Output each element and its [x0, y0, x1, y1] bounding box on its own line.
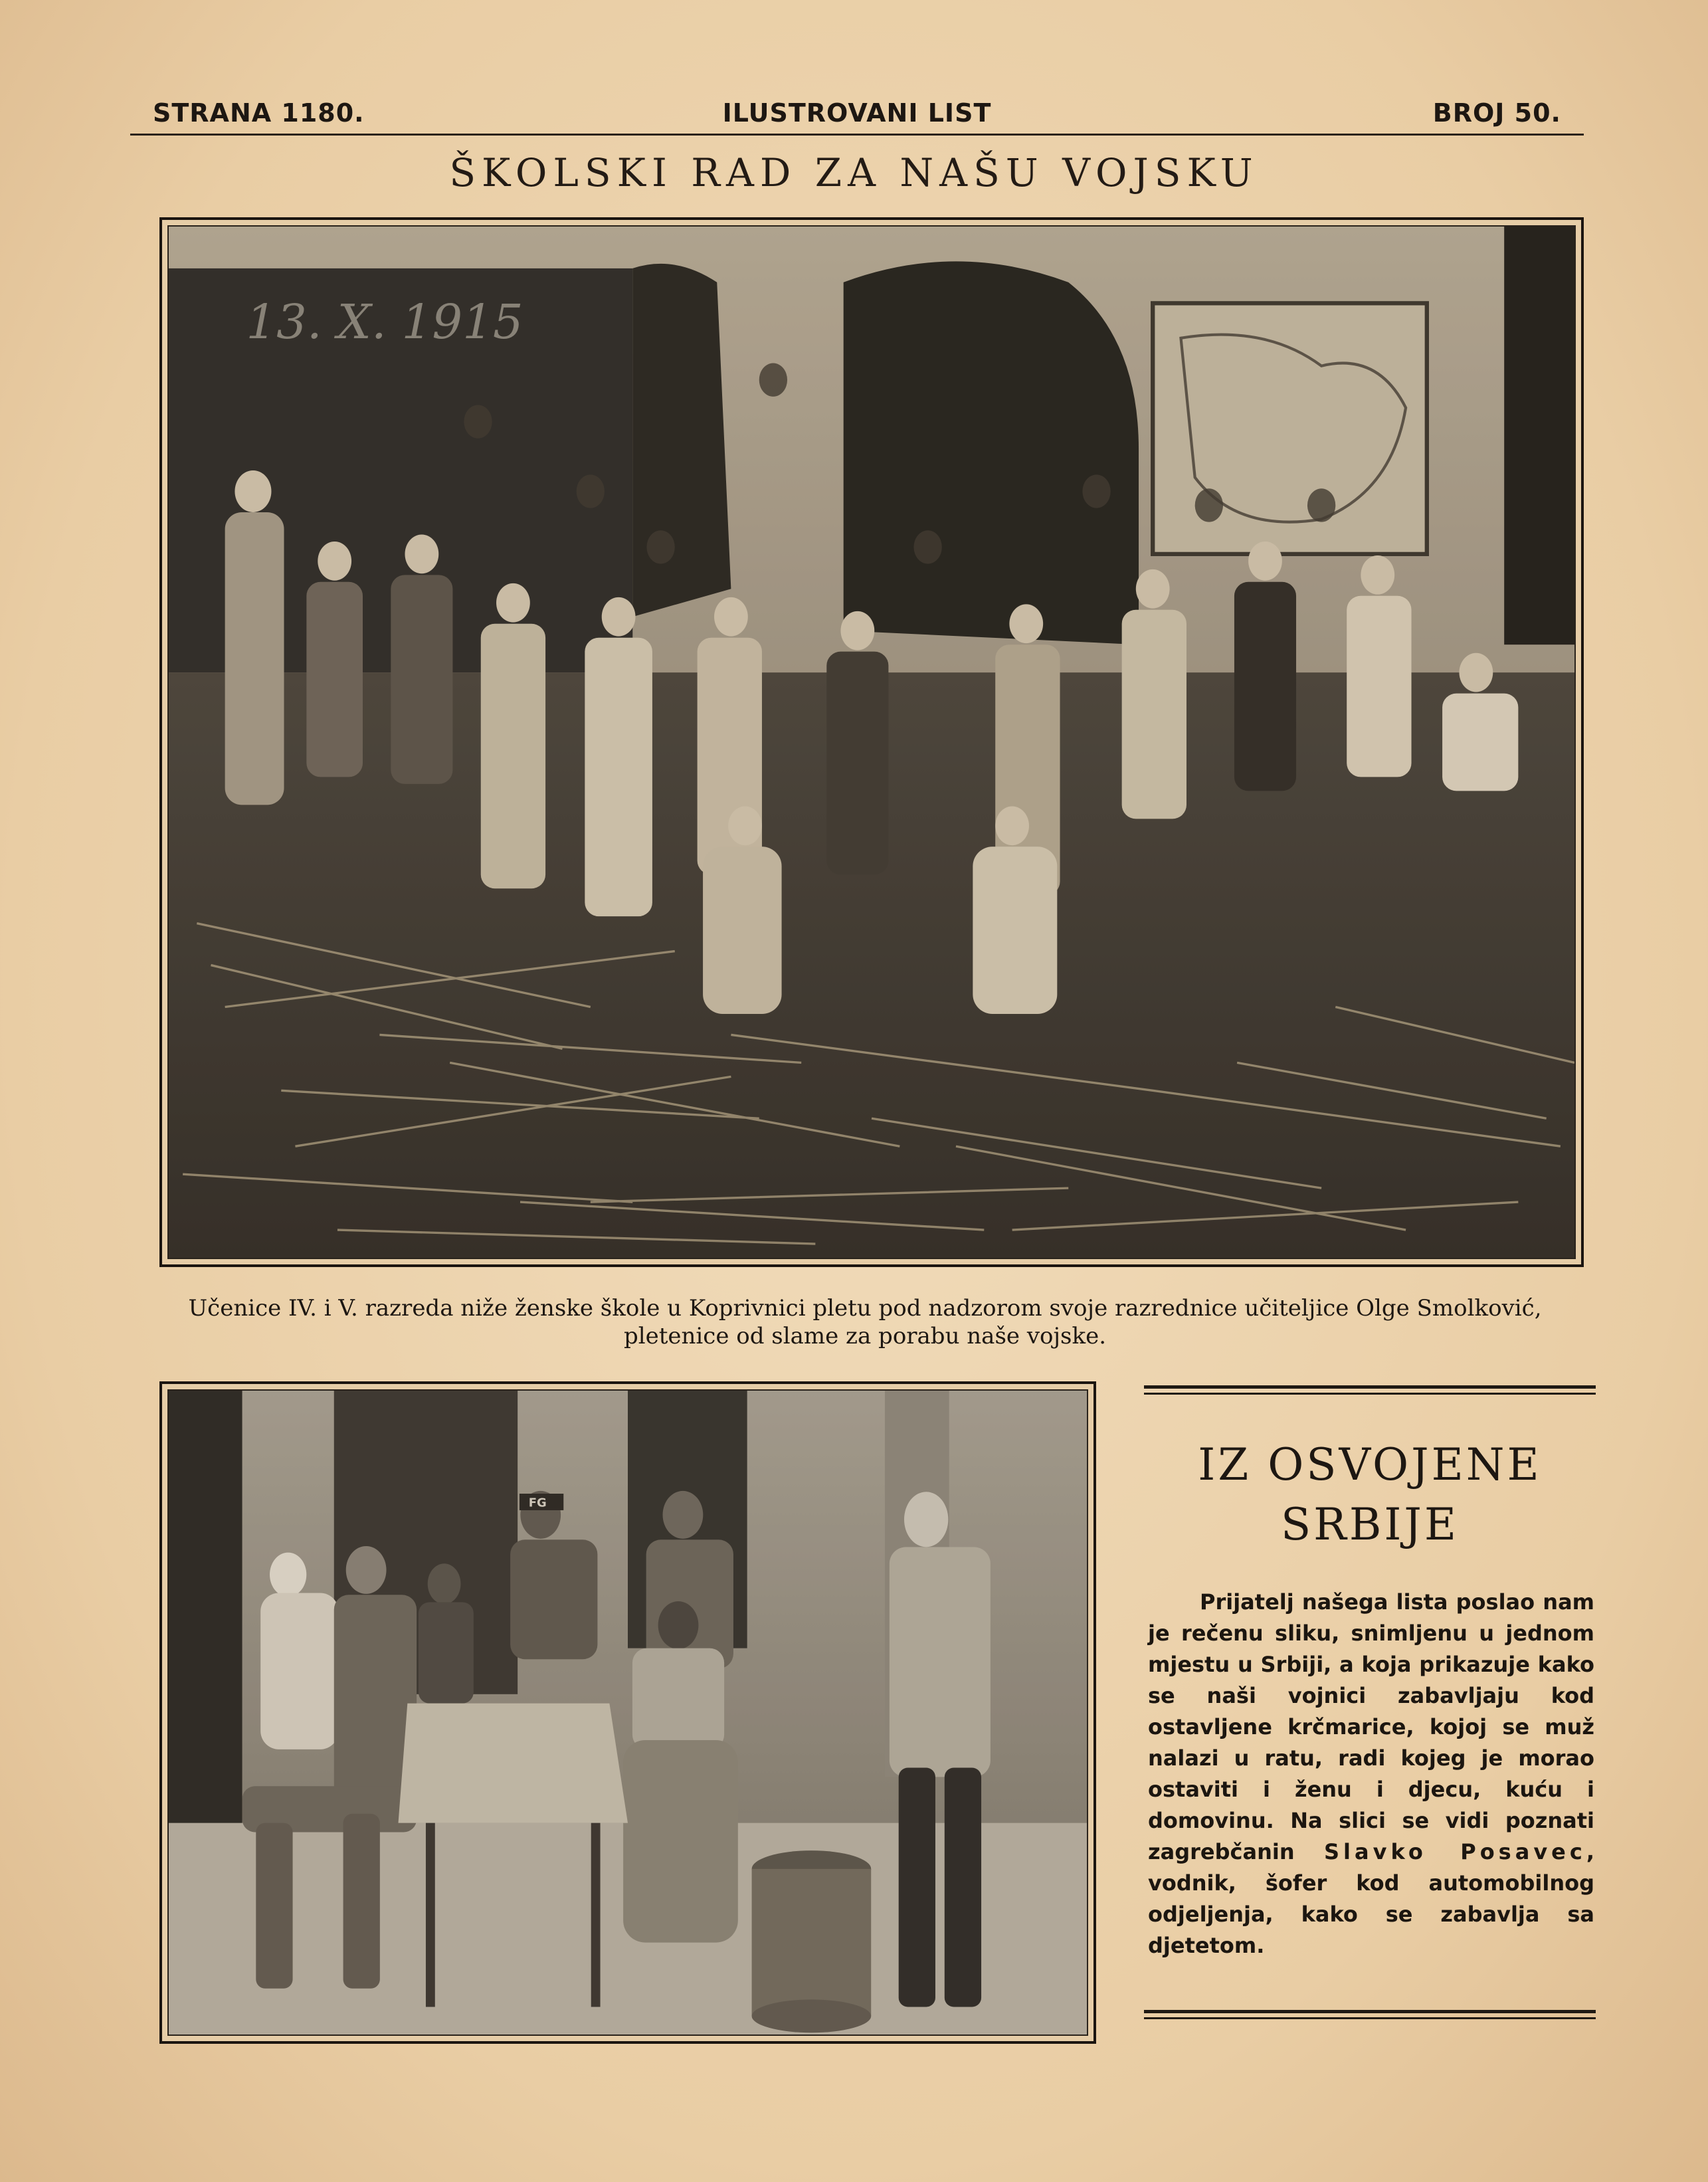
issue-number: BROJ 50.	[1432, 98, 1561, 128]
sidebar-article-title	[1144, 1435, 1596, 1555]
schoolgirls-photo	[159, 217, 1584, 1267]
section-rule-top	[1144, 1385, 1596, 1395]
publication-title: ILUSTROVANI LIST	[722, 98, 992, 128]
body-text-2: , vodnik, šofer kod automobilnog odjeljenja, kako se zabavlja sa djetetom.	[1148, 1839, 1594, 1958]
title-line-2: SRBIJE	[1280, 1499, 1460, 1550]
photo-caption: Učenice IV. i V. razreda niže ženske škole u Koprivnici pletu pod nadzorom svoje razrednice učiteljice Olge Smolković, pletenice od slame za porabu naše vojske.	[188, 1295, 1542, 1349]
highlighted-name: Slavko Posavec	[1323, 1839, 1586, 1864]
sidebar-article-body	[1148, 1587, 1594, 1961]
schoolgirls-photo-image	[169, 227, 1574, 1258]
chalk-date: 13. X. 1915	[246, 294, 523, 349]
title-line-1: IZ OSVOJENE	[1198, 1439, 1542, 1490]
article-title: ŠKOLSKI RAD ZA NAŠU VOJSKU	[449, 150, 1259, 195]
header-rule	[130, 134, 1584, 136]
running-header	[133, 98, 1581, 138]
section-rule-bottom	[1144, 2010, 1596, 2019]
body-text-1: Prijatelj našega lista poslao nam je rečenu sliku, snimljenu u jednom mjestu u Srbiji, a koja prikazuje kako se naši vojnici zabavljaju kod ostavljene krčmarice, kojoj se muž nalazi u ratu, radi kojeg je morao ostaviti i ženu i djecu, kuću i domovinu. Na slici se vidi poznati zagrebčanin	[1148, 1589, 1594, 1864]
page-number: STRANA 1180.	[153, 98, 365, 128]
soldiers-photo-image	[169, 1391, 1087, 2034]
cap-badge: FG	[528, 1496, 547, 1510]
soldiers-photo	[159, 1381, 1096, 2044]
